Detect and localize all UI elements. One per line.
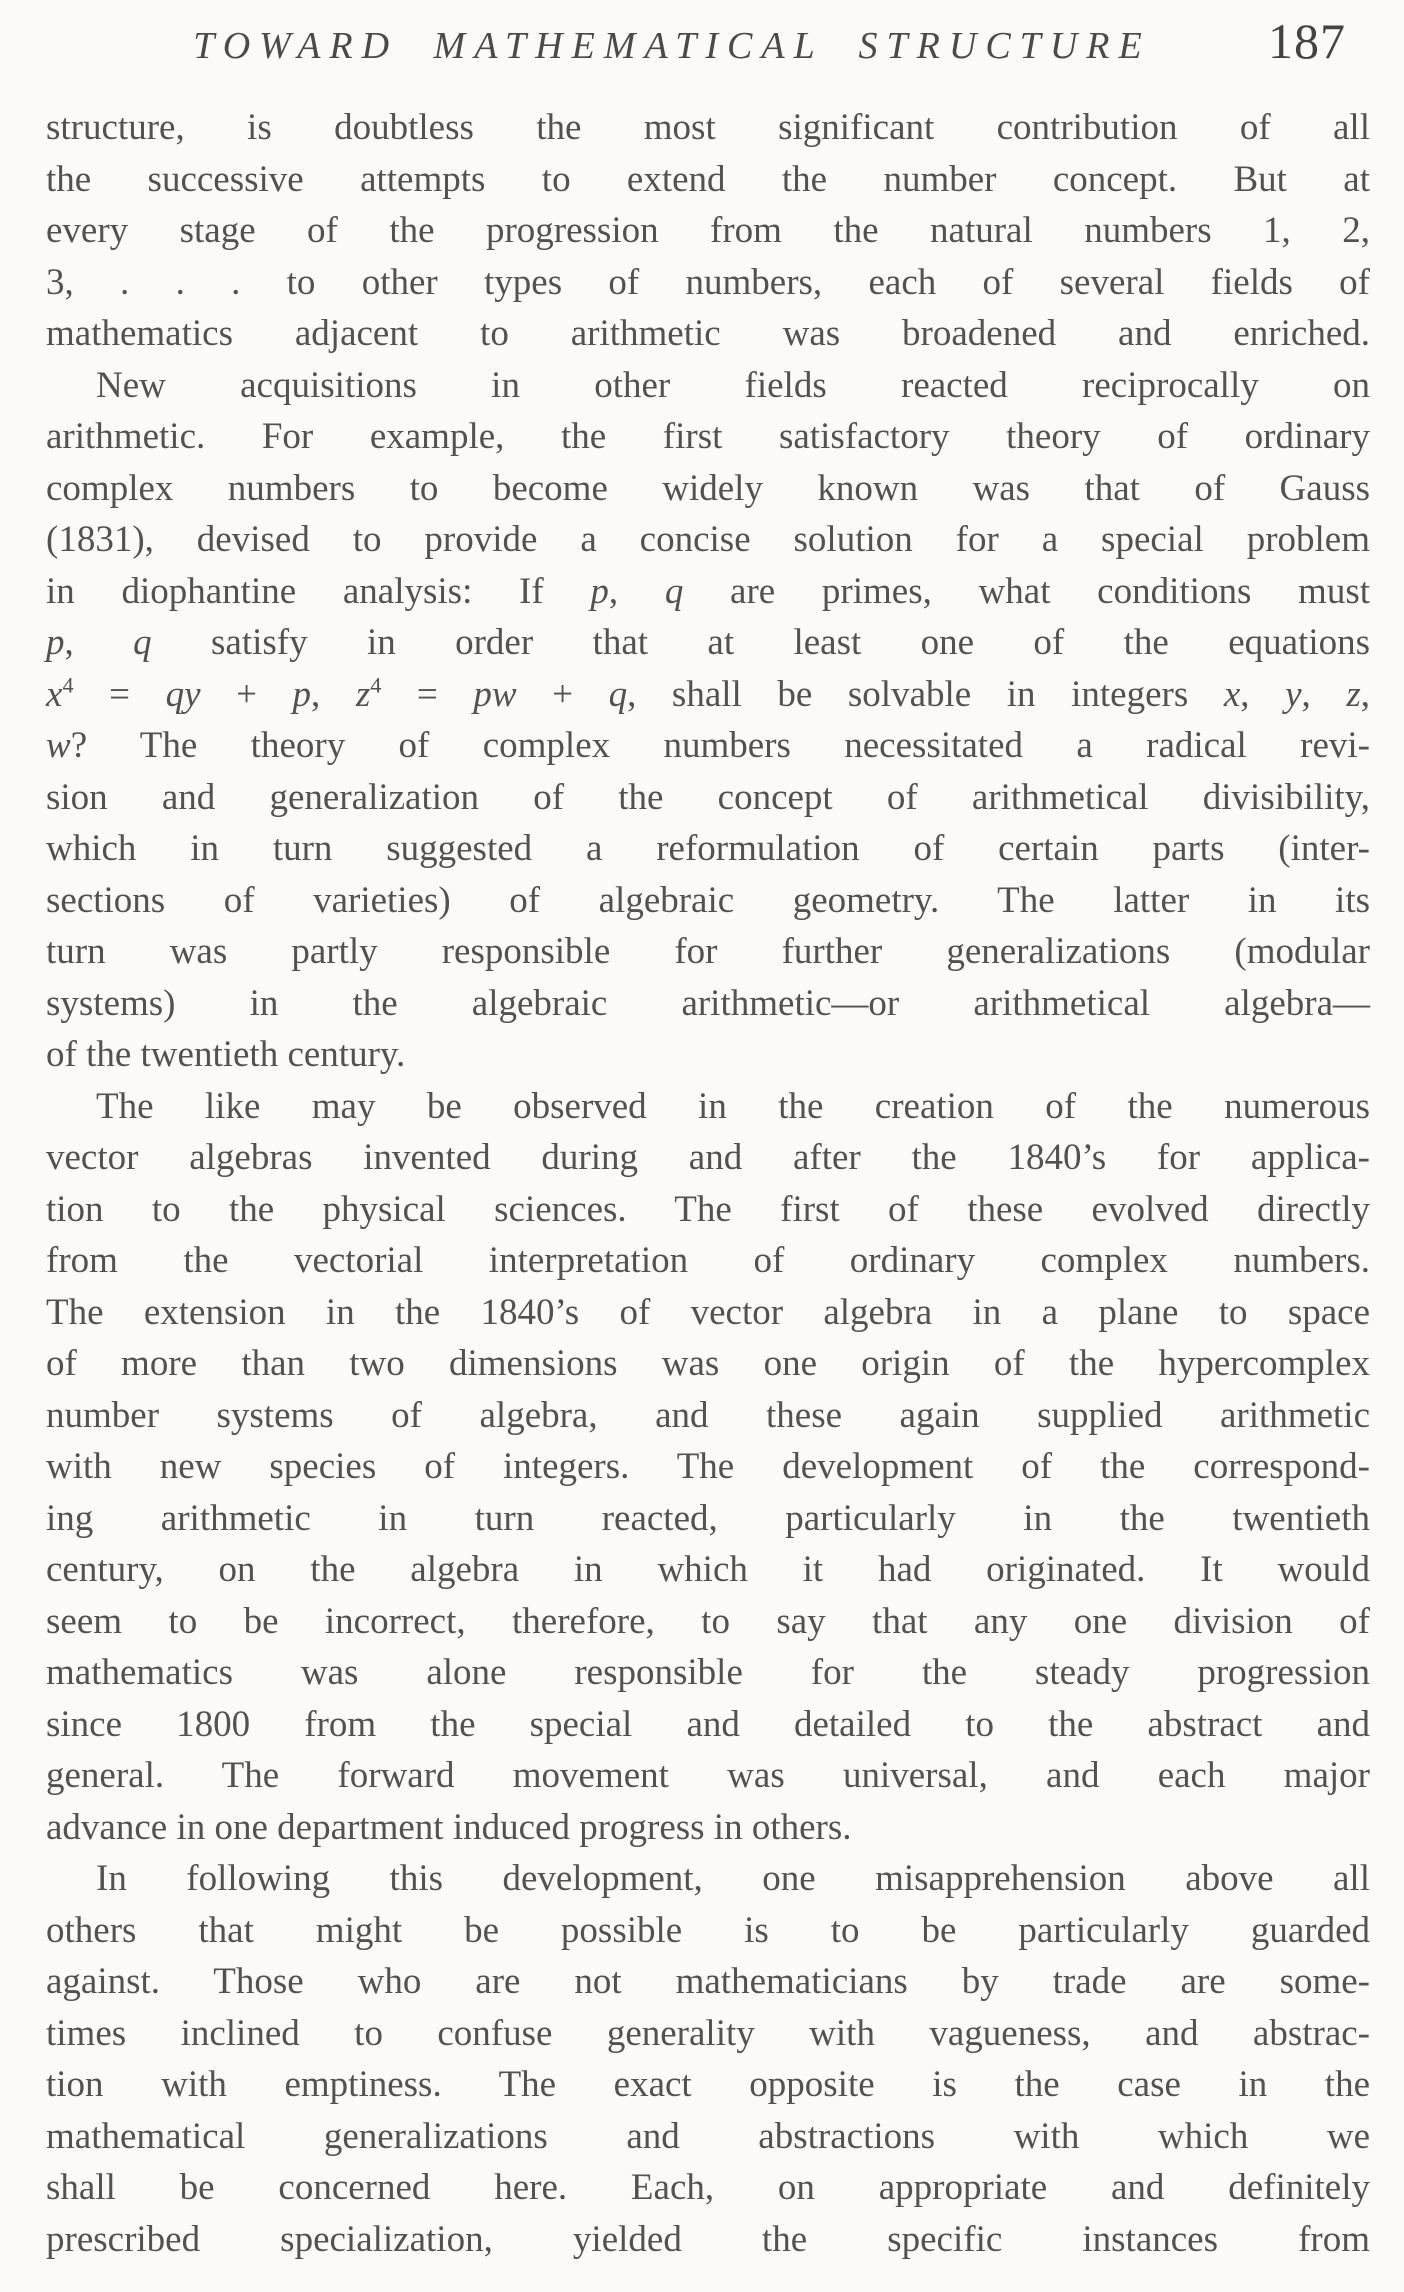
text-line: number systems of algebra, and these again supplied arithmetic: [46, 1394, 1370, 1436]
text-line: In following this development, one misapprehension above all: [96, 1858, 1370, 1899]
text-line: the successive attempts to extend the number concept. But at: [46, 158, 1370, 200]
page-number: 187: [1268, 13, 1346, 69]
text-line: sections of varieties) of algebraic geometry. The latter in its: [46, 879, 1370, 921]
text-line: New acquisitions in other fields reacted reciprocally on: [96, 364, 1370, 406]
text-line: systems) in the algebraic arithmetic—or arithmetical algebra—: [46, 982, 1370, 1024]
text-line: complex numbers to become widely known was that of Gauss: [46, 467, 1370, 509]
text-line: The extension in the 1840’s of vector algebra in a plane to space: [46, 1291, 1370, 1333]
text-line: tion with emptiness. The exact opposite is the case in the: [46, 2064, 1370, 2105]
text-line: which in turn suggested a reformulation of certain parts (inter-: [46, 828, 1370, 869]
text-line: with new species of integers. The development of the correspond-: [46, 1446, 1370, 1487]
text-line: against. Those who are not mathematicians by trade are some-: [46, 1961, 1370, 2002]
text-line: sion and generalization of the concept of arithmetical divisibility,: [46, 776, 1370, 818]
text-line: (1831), devised to provide a concise solution for a special problem: [46, 519, 1370, 560]
text-line: century, on the algebra in which it had originated. It would: [46, 1549, 1370, 1590]
text-line: others that might be possible is to be particularly guarded: [46, 1909, 1370, 1951]
text-line: general. The forward movement was universal, and each major: [46, 1755, 1370, 1796]
text-line: mathematical generalizations and abstractions with which we: [46, 2115, 1370, 2157]
text-line: tion to the physical sciences. The first of these evolved directly: [46, 1188, 1370, 1230]
text-line: shall be concerned here. Each, on appropriate and definitely: [46, 2167, 1370, 2208]
text-line: vector algebras invented during and after the 1840’s for applica-: [46, 1137, 1370, 1178]
page-header: [0, 0, 1404, 88]
running-title: TOWARD MATHEMATICAL STRUCTURE: [193, 25, 1151, 67]
text-line: w? The theory of complex numbers necessitated a radical revi-: [46, 725, 1370, 766]
text-line: ing arithmetic in turn reacted, particularly in the twentieth: [46, 1497, 1370, 1539]
text-line: seem to be incorrect, therefore, to say that any one division of: [46, 1600, 1370, 1642]
page-body: [0, 102, 1404, 2265]
text-line: The like may be observed in the creation of the numerous: [96, 1085, 1370, 1127]
text-line: 3, . . . to other types of numbers, each of several fields of: [46, 261, 1370, 303]
text-line: $x^4$ = qy + p, $z^4$ = pw + q, shall be solvable in integers x, y, z,: [46, 672, 1371, 715]
text-line: structure, is doubtless the most significant contribution of all: [46, 107, 1370, 148]
text-line: of more than two dimensions was one origin of the hypercomplex: [46, 1343, 1370, 1384]
text-line: turn was partly responsible for further generalizations (modular: [46, 931, 1370, 972]
text-line: every stage of the progression from the natural numbers 1, 2,: [46, 210, 1370, 251]
text-line: of the twentieth century.: [46, 1034, 406, 1075]
text-line: p, q satisfy in order that at least one of the equations: [46, 622, 1371, 663]
text-line: since 1800 from the special and detailed to the abstract and: [46, 1703, 1370, 1745]
text-line: mathematics adjacent to arithmetic was broadened and enriched.: [46, 313, 1370, 354]
text-line: mathematics was alone responsible for the steady progression: [46, 1652, 1370, 1693]
text-line: arithmetic. For example, the first satisfactory theory of ordinary: [46, 416, 1370, 457]
text-line: from the vectorial interpretation of ordinary complex numbers.: [46, 1240, 1370, 1281]
text-line: advance in one department induced progress in others.: [46, 1806, 852, 1848]
text-line: in diophantine analysis: If p, q are primes, what conditions must: [46, 570, 1370, 612]
text-line: prescribed specialization, yielded the specific instances from: [46, 2218, 1370, 2260]
text-line: times inclined to confuse generality with vagueness, and abstrac-: [46, 2012, 1370, 2054]
